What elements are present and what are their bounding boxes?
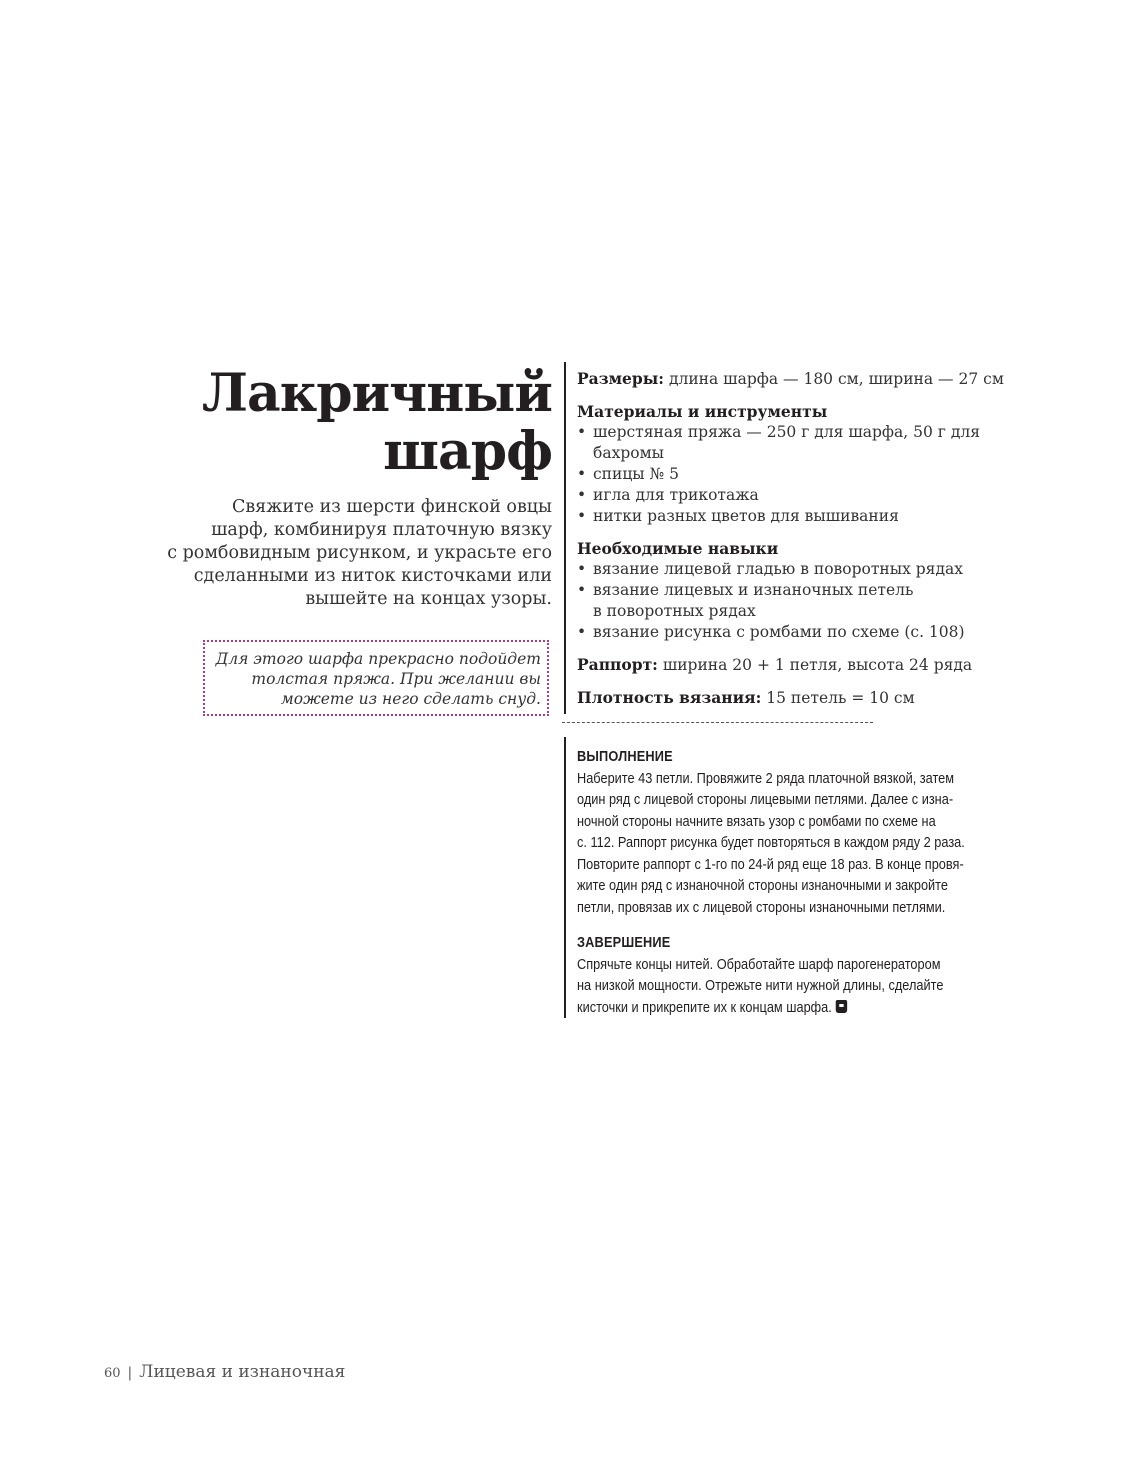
footer-separator: | — [127, 1365, 133, 1381]
column-rule-bottom — [564, 737, 566, 1018]
section-title: Лицевая и изнаночная — [139, 1362, 346, 1382]
list-item: • шерстяная пряжа — 250 г для шарфа, 50 г для бахромы — [577, 422, 1037, 464]
page-title — [202, 365, 552, 481]
tip-line: Для этого шарфа прекрасно подойдет — [215, 650, 541, 668]
instructions-section — [577, 747, 973, 1019]
end-of-article-icon — [835, 1000, 846, 1013]
execution-heading: ВЫПОЛНЕНИЕ — [577, 749, 673, 765]
intro-line: Свяжите из шерсти финской овцы — [231, 497, 552, 517]
title-line-1: Лакричный — [202, 363, 552, 424]
execution-text: Наберите 43 петли. Провяжите 2 ряда платочной вязкой, затем один ряд с лицевой стороны лицевыми петлями. Далее с изна- ночной стороны начните вязать узор с ромбами по схеме на с. 112. Раппорт рисунка будет повторяться в каждом ряду 2 раза. Повторите раппорт с 1-го по 24-й ряд еще 18 раз. В конце провя- жите один ряд с изнаночной стороны изнаночными и закройте петли, провязав их с лицевой стороны изнаночными петлями. — [577, 770, 965, 916]
list-item: • игла для трикотажа — [577, 485, 1037, 506]
list-item: • вязание рисунка с ромбами по схеме (с. 108) — [577, 622, 1037, 643]
finishing-heading: ЗАВЕРШЕНИЕ — [577, 935, 671, 951]
specs-section — [577, 368, 1037, 709]
tip-line: толстая пряжа. При желании вы — [251, 670, 541, 688]
repeat-value: ширина 20 + 1 петля, высота 24 ряда — [657, 656, 973, 674]
repeat-label: Раппорт: — [577, 655, 658, 674]
section-divider — [562, 722, 873, 723]
tip-line: можете из него сделать снуд. — [280, 690, 541, 708]
gauge-value: 15 петель = 10 см — [761, 689, 915, 707]
list-item: • спицы № 5 — [577, 464, 1037, 485]
intro-paragraph — [132, 496, 552, 611]
page-footer — [104, 1362, 345, 1382]
materials-list — [577, 422, 1037, 527]
gauge-line — [577, 687, 1037, 709]
tip-box — [203, 640, 549, 716]
skills-list — [577, 559, 1037, 643]
sizes-value: длина шарфа — 180 см, ширина — 27 см — [664, 370, 1004, 388]
gauge-label: Плотность вязания: — [577, 688, 762, 707]
sizes-label: Размеры: — [577, 369, 665, 388]
intro-line: с ромбовидным рисунком, и украсьте его — [167, 543, 552, 563]
intro-line: вышейте на концах узоры. — [305, 589, 552, 609]
repeat-line — [577, 654, 1037, 676]
materials-heading: Материалы и инструменты — [577, 402, 828, 421]
skills-heading: Необходимые навыки — [577, 539, 779, 558]
title-line-2: шарф — [383, 421, 552, 482]
intro-line: сделанными из ниток кисточками или — [193, 566, 552, 586]
sizes-line — [577, 368, 1037, 390]
list-item: • вязание лицевых и изнаночных петель в поворотных рядах — [577, 580, 1037, 622]
column-rule-top — [564, 362, 566, 714]
list-item: • нитки разных цветов для вышивания — [577, 506, 1037, 527]
list-item: • вязание лицевой гладью в поворотных рядах — [577, 559, 1037, 580]
finishing-text: Спрячьте концы нитей. Обработайте шарф парогенератором на низкой мощности. Отрежьте нити нужной длины, сделайте кисточки и прикрепите их к концам шарфа. — [577, 956, 944, 1016]
intro-line: шарф, комбинируя платочную вязку — [211, 520, 552, 540]
page-number: 60 — [104, 1366, 121, 1381]
